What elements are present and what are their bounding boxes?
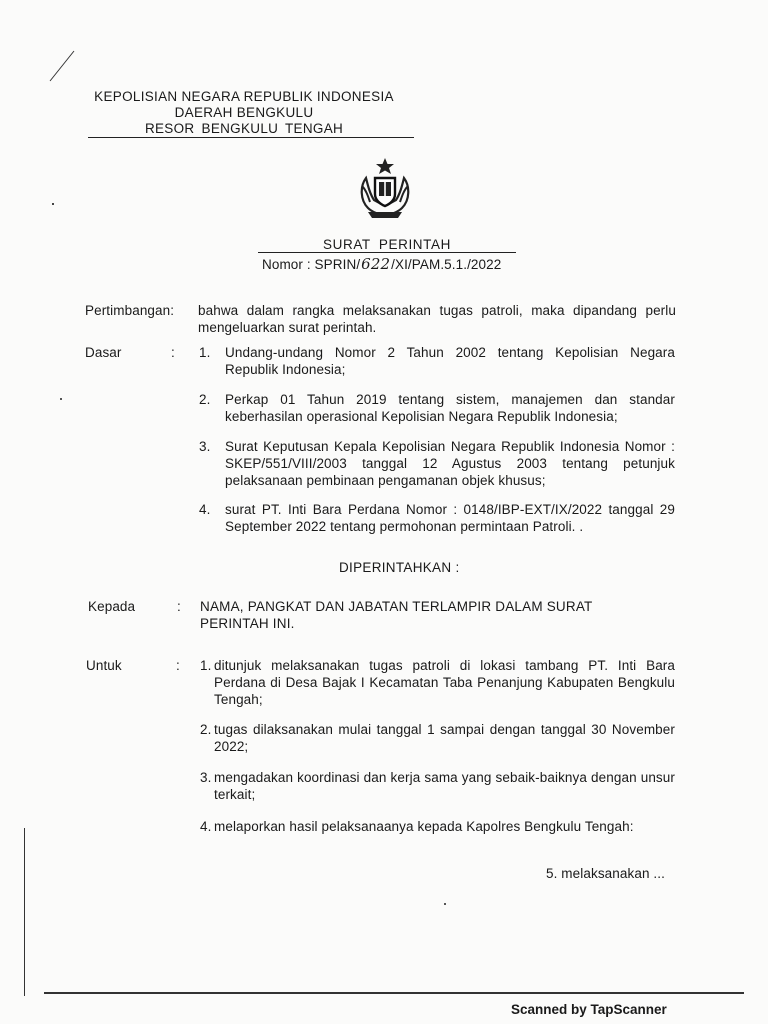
- untuk-item-4: [200, 818, 675, 835]
- scan-dot: [444, 903, 446, 905]
- dasar-item-text: Undang-undang Nomor 2 Tahun 2002 tentang Kepolisian Negara Republik Indonesia;: [225, 345, 675, 377]
- dasar-item-number: 2.: [199, 392, 211, 407]
- document-number: [262, 256, 501, 273]
- untuk-item-text: melaporkan hasil pelaksanaanya kepada Kapolres Bengkulu Tengah:: [214, 819, 634, 834]
- untuk-item-number: 2.: [200, 722, 212, 737]
- dasar-item-1: [199, 344, 675, 378]
- scanner-watermark: Scanned by TapScanner: [511, 1002, 667, 1017]
- pertimbangan-label: Pertimbangan:: [85, 303, 175, 318]
- untuk-item-number: 4.: [200, 819, 212, 834]
- dasar-item-text: surat PT. Inti Bara Perdana Nomor : 0148/IBP-EXT/IX/2022 tanggal 29 September 2022 tentang permohonan permintaan Patroli. .: [225, 502, 675, 534]
- scan-bottom-line: [44, 992, 744, 994]
- scan-dot: [52, 203, 54, 205]
- title-underline: [258, 252, 516, 253]
- scan-edge-line: [24, 828, 25, 996]
- kepada-colon: :: [177, 599, 181, 614]
- untuk-item-text: ditunjuk melaksanakan tugas patroli di lokasi tambang PT. Inti Bara Perdana di Desa Bajak I Kecamatan Taba Penanjung Kabupaten Bengkulu Tengah;: [214, 658, 675, 707]
- scan-mark: [40, 45, 80, 85]
- kepada-label: Kepada: [88, 599, 136, 614]
- dasar-item-text: Perkap 01 Tahun 2019 tentang sistem, manajemen dan standar keberhasilan operasional Kepolisian Negara Republik Indonesia;: [225, 392, 675, 424]
- dasar-item-number: 3.: [199, 439, 211, 454]
- pertimbangan-text: bahwa dalam rangka melaksanakan tugas patroli, maka dipandang perlu mengeluarkan surat perintah.: [198, 303, 676, 335]
- letterhead-underline: [88, 137, 414, 138]
- document-title: SURAT PERINTAH: [323, 237, 451, 252]
- untuk-item-number: 1.: [200, 658, 212, 673]
- untuk-item-text: mengadakan koordinasi dan kerja sama yang sebaik-baiknya dengan unsur terkait;: [214, 770, 675, 802]
- number-prefix: Nomor : SPRIN/: [262, 257, 361, 272]
- number-handwritten: 622: [361, 255, 391, 273]
- police-emblem-icon: [356, 156, 414, 222]
- letterhead: [88, 89, 400, 137]
- title-block: [258, 236, 516, 253]
- scan-dot: [60, 398, 62, 400]
- header-line-2: DAERAH BENGKULU: [174, 105, 314, 120]
- continuation-text: 5. melaksanakan ...: [546, 866, 665, 881]
- untuk-item-1: [200, 657, 675, 708]
- dasar-colon: :: [171, 345, 175, 360]
- untuk-item-number: 3.: [200, 770, 212, 785]
- number-suffix: /XI/PAM.5.1./2022: [391, 257, 502, 272]
- dasar-item-number: 4.: [199, 502, 211, 517]
- diperintahkan-heading: DIPERINTAHKAN :: [339, 560, 460, 575]
- untuk-item-2: [200, 721, 675, 755]
- dasar-item-2: [199, 391, 675, 425]
- header-line-1: KEPOLISIAN NEGARA REPUBLIK INDONESIA: [94, 89, 394, 104]
- untuk-colon: :: [176, 658, 180, 673]
- untuk-label: Untuk: [86, 658, 122, 673]
- dasar-item-text: Surat Keputusan Kepala Kepolisian Negara Republik Indonesia Nomor : SKEP/551/VIII/2003 tanggal 12 Agustus 2003 tentang petunjuk pelaksanaan pembinaan pengamanan objek khusus;: [225, 439, 675, 488]
- dasar-item-number: 1.: [199, 345, 211, 360]
- untuk-item-text: tugas dilaksanakan mulai tanggal 1 sampai dengan tanggal 30 November 2022;: [214, 722, 675, 754]
- dasar-label: Dasar: [85, 345, 122, 360]
- untuk-item-3: [200, 769, 675, 803]
- dasar-item-3: [199, 438, 675, 489]
- dasar-item-4: [199, 501, 675, 535]
- header-line-3: RESOR BENGKULU TENGAH: [144, 121, 344, 136]
- kepada-text: NAMA, PANGKAT DAN JABATAN TERLAMPIR DALAM SURAT PERINTAH INI.: [200, 599, 593, 631]
